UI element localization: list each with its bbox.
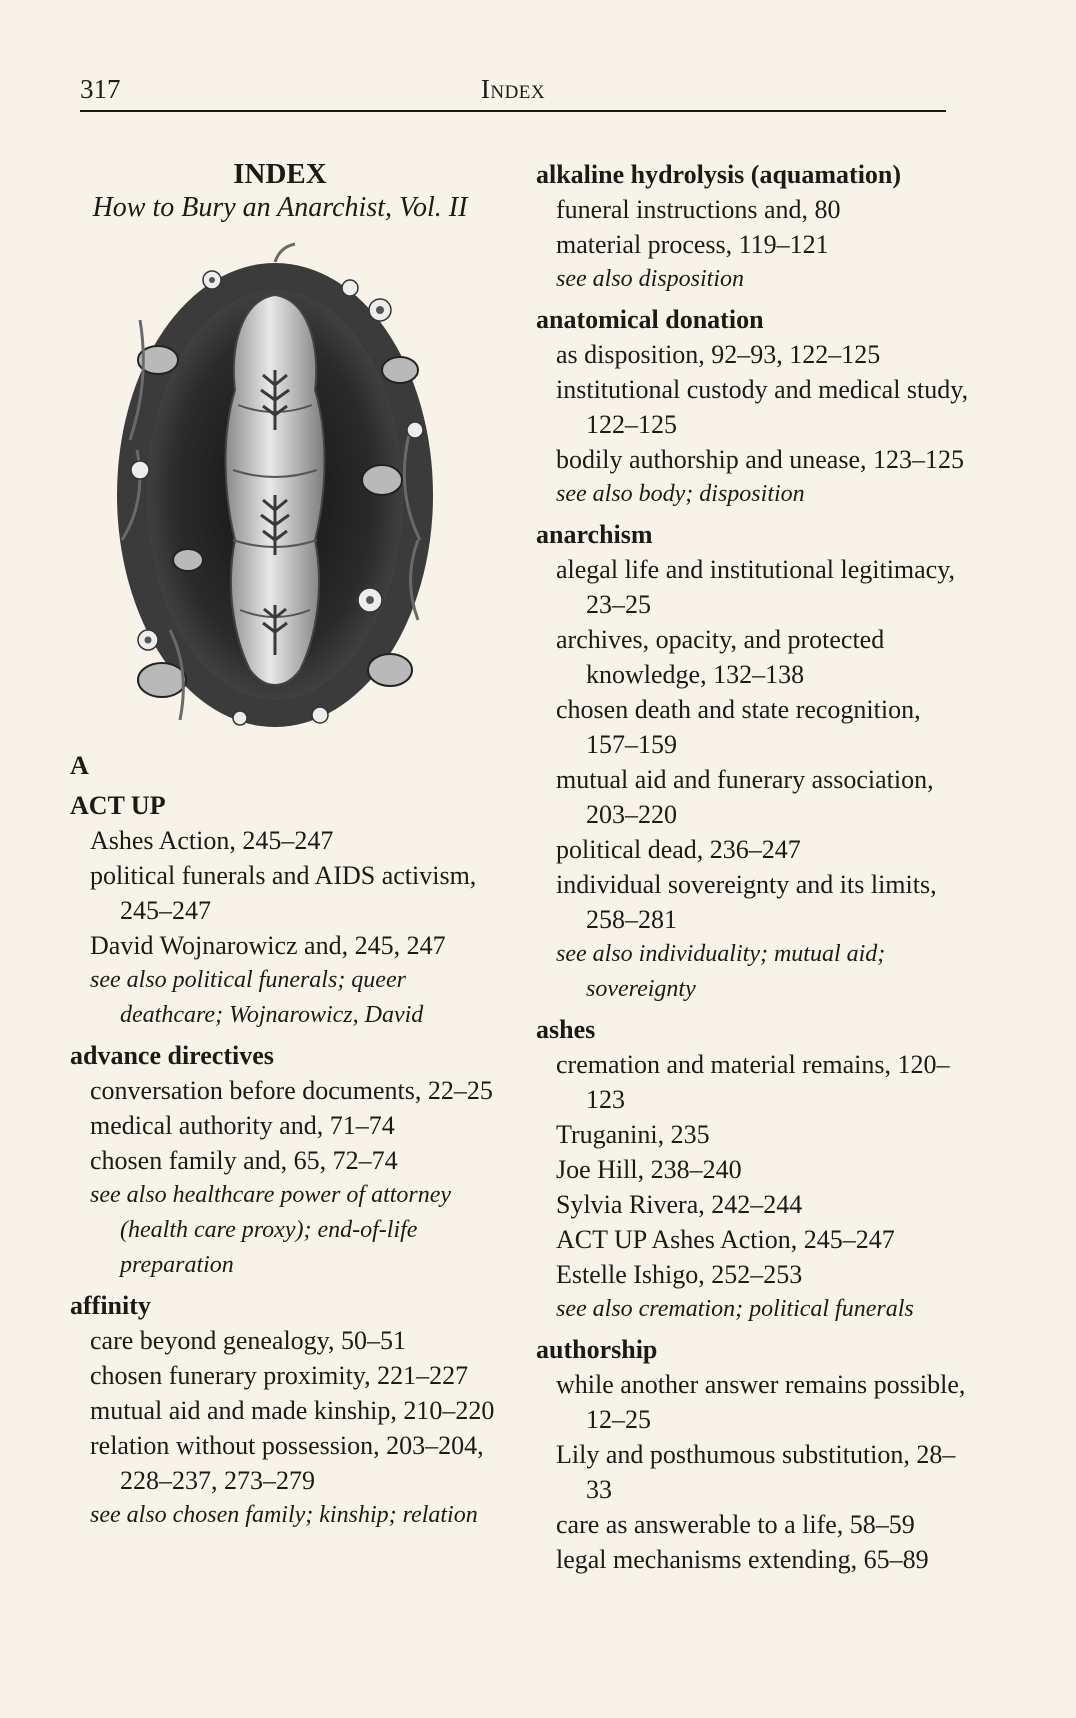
subentry: political funerals and AIDS activism, 245–247 xyxy=(90,861,477,925)
subentry: Estelle Ishigo, 252–253 xyxy=(556,1260,803,1289)
subentry: legal mechanisms extending, 65–89 xyxy=(556,1545,929,1574)
entry-heading: alkaline hydrolysis (aquamation) xyxy=(536,160,902,189)
subentry: mutual aid and funerary association, 203–220 xyxy=(556,765,934,829)
see-also: see also individuality; mutual aid; sovereignty xyxy=(556,941,886,1002)
see-also: see also body; disposition xyxy=(556,481,805,507)
right-index-column xyxy=(536,158,976,1577)
left-index-column xyxy=(70,748,510,1533)
running-header xyxy=(80,70,946,112)
subentry: relation without possession, 203–204, 228–237, 273–279 xyxy=(90,1431,484,1495)
index-entry xyxy=(536,1333,976,1577)
subentry: care beyond genealogy, 50–51 xyxy=(90,1326,406,1355)
see-also: see also cremation; political funerals xyxy=(556,1296,914,1322)
index-entry xyxy=(70,1289,510,1533)
entry-heading: authorship xyxy=(536,1335,658,1364)
index-entry xyxy=(536,518,976,1007)
subentry: cremation and material remains, 120–123 xyxy=(556,1050,950,1114)
subentry: medical authority and, 71–74 xyxy=(90,1111,395,1140)
shrouded-body-in-flowered-grave-illustration xyxy=(100,240,450,740)
subentry: Truganini, 235 xyxy=(556,1120,710,1149)
section-letter: A xyxy=(70,751,89,780)
subentry: material process, 119–121 xyxy=(556,230,829,259)
index-entry xyxy=(70,789,510,1033)
entry-heading: affinity xyxy=(70,1291,151,1320)
see-also: see also chosen family; kinship; relation xyxy=(90,1502,478,1528)
subentry: individual sovereignty and its limits, 258–281 xyxy=(556,870,937,934)
subentry: care as answerable to a life, 58–59 xyxy=(556,1510,915,1539)
index-entry xyxy=(536,158,976,297)
subentry: ACT UP Ashes Action, 245–247 xyxy=(556,1225,895,1254)
index-title: INDEX xyxy=(233,158,327,190)
see-also: see also healthcare power of attorney (health care proxy); end-of-life preparation xyxy=(90,1182,452,1278)
index-entry xyxy=(536,1013,976,1327)
subentry: institutional custody and medical study, 122–125 xyxy=(556,375,969,439)
subentry: conversation before documents, 22–25 xyxy=(90,1076,493,1105)
subentry: Joe Hill, 238–240 xyxy=(556,1155,742,1184)
index-entry xyxy=(70,1039,510,1283)
subentry: funeral instructions and, 80 xyxy=(556,195,841,224)
book-title: How to Bury an Anarchist, Vol. II xyxy=(92,192,468,223)
entry-heading: ACT UP xyxy=(70,791,166,820)
subentry: archives, opacity, and protected knowledge, 132–138 xyxy=(556,625,885,689)
entry-heading: ashes xyxy=(536,1015,596,1044)
subentry: while another answer remains possible, 12–25 xyxy=(556,1370,966,1434)
subentry: as disposition, 92–93, 122–125 xyxy=(556,340,881,369)
subentry: chosen death and state recognition, 157–159 xyxy=(556,695,921,759)
subentry: David Wojnarowicz and, 245, 247 xyxy=(90,931,446,960)
see-also: see also political funerals; queer deathcare; Wojnarowicz, David xyxy=(90,967,424,1028)
entry-heading: anarchism xyxy=(536,520,653,549)
subentry: Sylvia Rivera, 242–244 xyxy=(556,1190,803,1219)
subentry: chosen funerary proximity, 221–227 xyxy=(90,1361,469,1390)
subentry: bodily authorship and unease, 123–125 xyxy=(556,445,964,474)
running-title: Index xyxy=(480,74,546,104)
page-number: 317 xyxy=(80,74,121,104)
see-also: see also disposition xyxy=(556,266,745,292)
entry-heading: advance directives xyxy=(70,1041,274,1070)
subentry: political dead, 236–247 xyxy=(556,835,801,864)
subentry: Ashes Action, 245–247 xyxy=(90,826,334,855)
subentry: Lily and posthumous substitution, 28–33 xyxy=(556,1440,956,1504)
subentry: mutual aid and made kinship, 210–220 xyxy=(90,1396,495,1425)
entry-heading: anatomical donation xyxy=(536,305,764,334)
subentry: alegal life and institutional legitimacy, 23–25 xyxy=(556,555,956,619)
index-entry xyxy=(536,303,976,512)
subentry: chosen family and, 65, 72–74 xyxy=(90,1146,398,1175)
